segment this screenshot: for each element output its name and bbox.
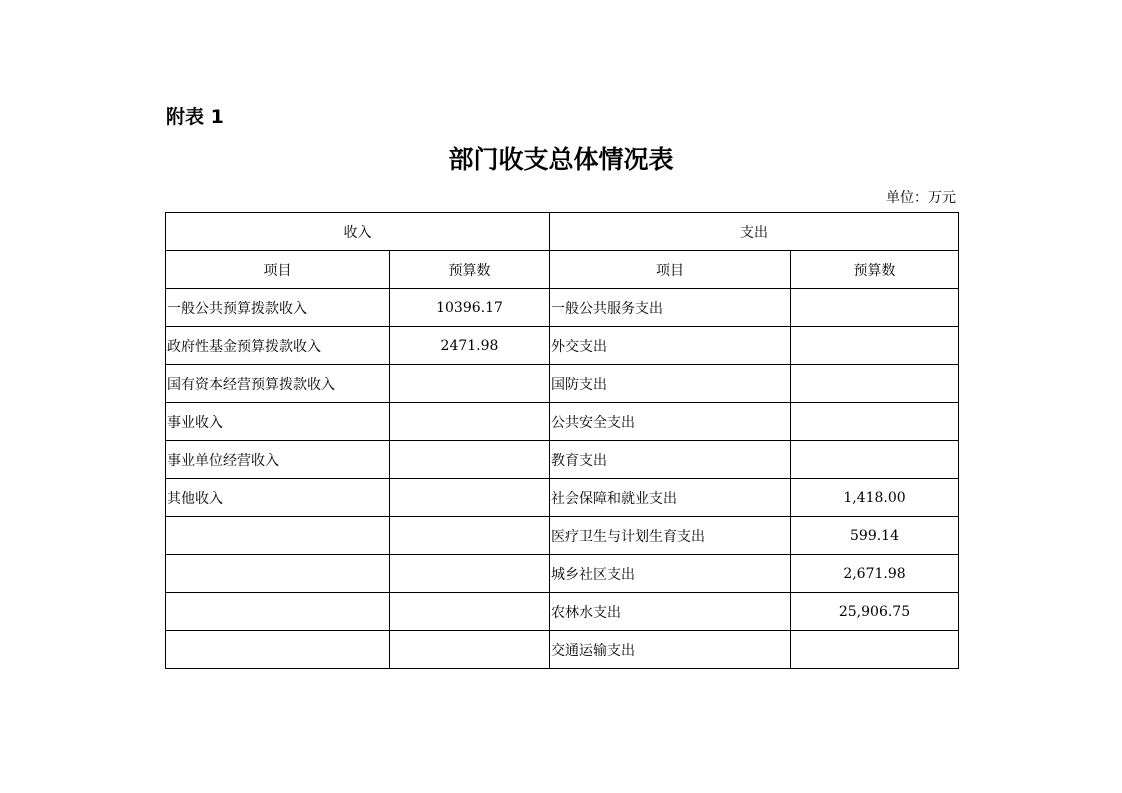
table-row <box>166 555 959 593</box>
expense-amount-cell <box>791 365 959 403</box>
table-row <box>166 289 959 327</box>
income-item-cell: 其他收入 <box>166 479 390 517</box>
expense-item-cell: 农林水支出 <box>550 593 791 631</box>
table-row <box>166 517 959 555</box>
expense-item-cell: 交通运输支出 <box>550 631 791 669</box>
expense-item-header: 项目 <box>550 251 791 289</box>
income-amount-cell <box>390 631 550 669</box>
income-amount-cell <box>390 441 550 479</box>
expense-amount-cell <box>791 441 959 479</box>
income-item-cell: 国有资本经营预算拨款收入 <box>166 365 390 403</box>
income-item-cell: 政府性基金预算拨款收入 <box>166 327 390 365</box>
income-amount-cell <box>390 403 550 441</box>
expense-amount-cell <box>791 289 959 327</box>
expense-item-cell: 公共安全支出 <box>550 403 791 441</box>
expense-item-cell: 一般公共服务支出 <box>550 289 791 327</box>
income-item-cell <box>166 631 390 669</box>
income-amount-cell: 10396.17 <box>390 289 550 327</box>
income-amount-cell <box>390 517 550 555</box>
section-header-row <box>166 213 959 251</box>
expense-amount-cell <box>791 403 959 441</box>
expense-amount-cell: 25,906.75 <box>791 593 959 631</box>
unit-label: 单位：万元 <box>886 190 956 206</box>
table-row <box>166 327 959 365</box>
income-amount-cell <box>390 593 550 631</box>
column-header-row <box>166 251 959 289</box>
income-item-cell: 事业收入 <box>166 403 390 441</box>
expense-budget-header: 预算数 <box>791 251 959 289</box>
income-amount-cell <box>390 555 550 593</box>
income-budget-header: 预算数 <box>390 251 550 289</box>
table-row <box>166 403 959 441</box>
budget-table <box>165 212 959 669</box>
income-item-cell <box>166 517 390 555</box>
income-item-cell <box>166 555 390 593</box>
expense-item-cell: 国防支出 <box>550 365 791 403</box>
expense-item-cell: 社会保障和就业支出 <box>550 479 791 517</box>
expense-amount-cell: 1,418.00 <box>791 479 959 517</box>
income-item-cell: 一般公共预算拨款收入 <box>166 289 390 327</box>
income-section-header: 收入 <box>166 213 550 251</box>
expense-amount-cell: 2,671.98 <box>791 555 959 593</box>
income-item-header: 项目 <box>166 251 390 289</box>
expense-amount-cell: 599.14 <box>791 517 959 555</box>
table-row <box>166 441 959 479</box>
table-row <box>166 593 959 631</box>
expense-amount-cell <box>791 327 959 365</box>
table-row <box>166 365 959 403</box>
income-item-cell <box>166 593 390 631</box>
table-row <box>166 631 959 669</box>
expense-item-cell: 外交支出 <box>550 327 791 365</box>
expense-item-cell: 城乡社区支出 <box>550 555 791 593</box>
income-amount-cell <box>390 479 550 517</box>
income-amount-cell <box>390 365 550 403</box>
page-title: 部门收支总体情况表 <box>448 145 674 174</box>
expense-section-header: 支出 <box>550 213 959 251</box>
attachment-label: 附表 1 <box>166 106 224 128</box>
expense-amount-cell <box>791 631 959 669</box>
income-amount-cell: 2471.98 <box>390 327 550 365</box>
table-row <box>166 479 959 517</box>
expense-item-cell: 教育支出 <box>550 441 791 479</box>
income-item-cell: 事业单位经营收入 <box>166 441 390 479</box>
expense-item-cell: 医疗卫生与计划生育支出 <box>550 517 791 555</box>
